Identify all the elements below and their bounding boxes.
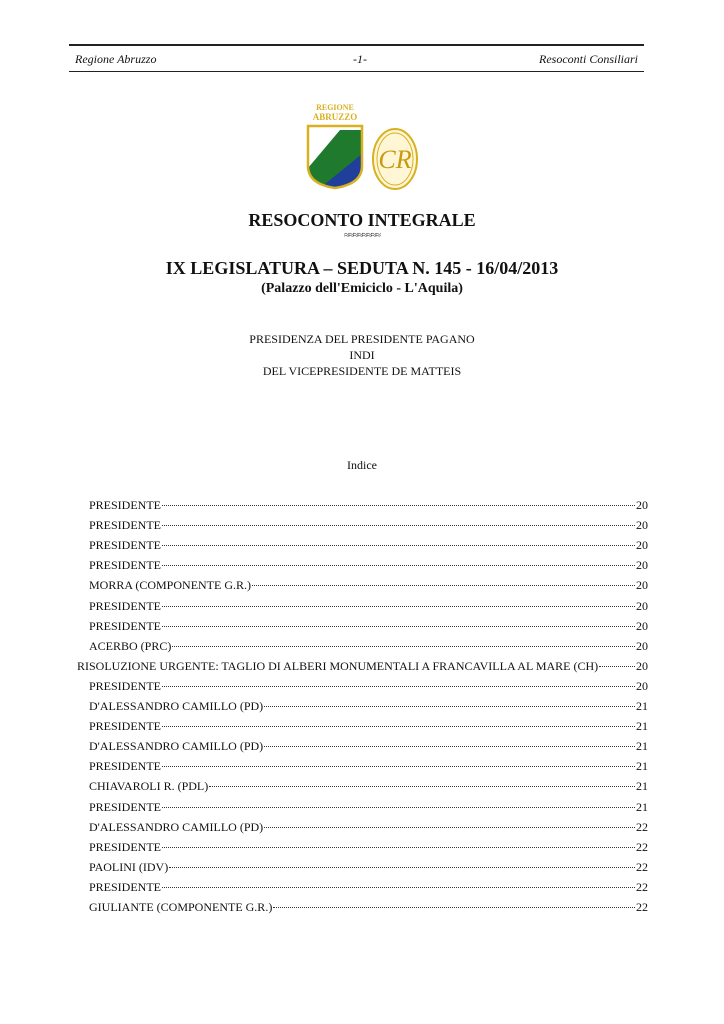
toc-entry[interactable] xyxy=(89,537,648,557)
toc-leader-dots xyxy=(162,726,635,727)
toc-entry-page: 20 xyxy=(636,558,648,573)
toc-entry[interactable] xyxy=(89,618,648,638)
title-ornament: ≈≈≈≈≈≈≈≈ xyxy=(344,230,380,241)
toc-entry-label: PRESIDENTE xyxy=(89,759,161,774)
toc-entry-label: D'ALESSANDRO CAMILLO (PD) xyxy=(89,739,264,754)
toc-entry-page: 20 xyxy=(636,638,648,653)
toc-entry[interactable] xyxy=(89,859,648,879)
toc-leader-dots xyxy=(252,585,635,586)
toc-entry[interactable] xyxy=(89,577,648,597)
toc-entry-label: PRESIDENTE xyxy=(89,538,161,553)
toc-entry-label: PRESIDENTE xyxy=(89,799,161,814)
toc-entry[interactable] xyxy=(89,778,648,798)
toc-entry[interactable] xyxy=(89,638,648,658)
toc-entry-page: 22 xyxy=(636,839,648,854)
toc-entry-page: 20 xyxy=(636,658,648,673)
toc-entry-page: 21 xyxy=(636,699,648,713)
toc-entry[interactable] xyxy=(89,738,648,758)
toc-entry-label: PRESIDENTE xyxy=(89,518,161,533)
toc-leader-dots xyxy=(599,666,635,667)
presidency-line-3: DEL VICEPRESIDENTE DE MATTEIS xyxy=(262,364,462,378)
toc-entry[interactable] xyxy=(89,899,648,919)
session-place: (Palazzo dell'Emiciclo - L'Aquila) xyxy=(261,281,463,296)
toc-entry-page: 21 xyxy=(636,759,648,774)
document-title: RESOCONTO INTEGRALE xyxy=(248,210,476,230)
toc-leader-dots xyxy=(162,565,635,566)
toc-entry[interactable] xyxy=(89,799,648,819)
toc-entry[interactable] xyxy=(89,718,648,738)
logo-text-line1: REGIONE xyxy=(316,103,354,112)
toc-entry[interactable] xyxy=(89,758,648,778)
toc-entry-page: 20 xyxy=(636,578,648,593)
toc-entry-page: 20 xyxy=(636,538,648,553)
logo-text-line2: ABRUZZO xyxy=(312,112,358,122)
toc-entry-label: GIULIANTE (COMPONENTE G.R.) xyxy=(89,900,273,914)
toc-entry-label: PRESIDENTE xyxy=(89,558,161,573)
header-right: Resoconti Consiliari xyxy=(539,52,638,66)
toc-entry-label: ACERBO (PRC) xyxy=(89,638,172,653)
toc-entry-label: D'ALESSANDRO CAMILLO (PD) xyxy=(89,699,264,713)
presidency-line-2: INDI xyxy=(349,348,375,362)
toc-leader-dots xyxy=(209,786,635,787)
toc-leader-dots xyxy=(162,505,635,506)
page-number: -1- xyxy=(353,52,367,66)
toc-leader-dots xyxy=(264,746,635,747)
toc-entry-page: 20 xyxy=(636,618,648,633)
toc-entry-page: 21 xyxy=(636,719,648,734)
toc-entry-page: 20 xyxy=(636,598,648,613)
toc-leader-dots xyxy=(162,626,635,627)
toc-entry-page: 20 xyxy=(636,518,648,533)
regione-abruzzo-logo xyxy=(300,96,370,192)
toc-entry-label: PRESIDENTE xyxy=(89,498,161,512)
toc-entry-label: PRESIDENTE xyxy=(89,598,161,613)
toc-entry-page: 21 xyxy=(636,739,648,754)
toc-entry[interactable] xyxy=(89,517,648,537)
toc-leader-dots xyxy=(169,867,635,868)
toc-entry-label: PRESIDENTE xyxy=(89,618,161,633)
toc-leader-dots xyxy=(162,606,635,607)
toc-entry-label: CHIAVAROLI R. (PDL) xyxy=(89,779,209,794)
toc-entry[interactable] xyxy=(89,598,648,618)
toc-entry-label: MORRA (COMPONENTE G.R.) xyxy=(89,578,252,593)
toc-leader-dots xyxy=(264,827,635,828)
header-rule-bottom xyxy=(69,71,644,72)
toc-entry-label: RISOLUZIONE URGENTE: TAGLIO DI ALBERI MONUMENTALI A FRANCAVILLA AL MARE (CH) xyxy=(77,658,599,673)
seal-monogram: CR xyxy=(378,145,412,174)
toc-leader-dots xyxy=(162,686,635,687)
toc-entry-page: 22 xyxy=(636,879,648,894)
toc-entry[interactable] xyxy=(89,879,648,899)
toc-entry-label: PRESIDENTE xyxy=(89,678,161,693)
toc-leader-dots xyxy=(162,766,635,767)
toc-leader-dots xyxy=(264,706,635,707)
toc-entry-label: PRESIDENTE xyxy=(89,839,161,854)
toc-leader-dots xyxy=(162,545,635,546)
toc-entry[interactable] xyxy=(89,839,648,859)
toc-entry-page: 22 xyxy=(636,859,648,874)
toc-entry-label: PAOLINI (IDV) xyxy=(89,859,169,874)
toc-entry-page: 22 xyxy=(636,819,648,834)
toc-entry-page: 21 xyxy=(636,799,648,814)
session-title: IX LEGISLATURA – SEDUTA N. 145 - 16/04/2013 xyxy=(165,258,559,278)
toc-entry-page: 22 xyxy=(636,900,648,914)
index-title: Indice xyxy=(347,458,377,472)
toc-entry-label: PRESIDENTE xyxy=(89,719,161,734)
toc-entry[interactable] xyxy=(89,698,648,718)
toc-leader-dots xyxy=(162,807,635,808)
toc-entry[interactable] xyxy=(89,557,648,577)
toc-entry[interactable] xyxy=(77,658,648,678)
toc-leader-dots xyxy=(172,646,635,647)
consiglio-regionale-seal xyxy=(370,126,420,192)
toc-entry-page: 20 xyxy=(636,498,648,512)
toc-entry[interactable] xyxy=(89,678,648,698)
header-rule-top xyxy=(69,44,644,46)
toc-entry-page: 21 xyxy=(636,779,648,794)
toc-leader-dots xyxy=(162,525,635,526)
header-left: Regione Abruzzo xyxy=(75,52,157,66)
toc-leader-dots xyxy=(273,907,635,908)
toc-entry-label: D'ALESSANDRO CAMILLO (PD) xyxy=(89,819,264,834)
toc-entry-label: PRESIDENTE xyxy=(89,879,161,894)
toc-leader-dots xyxy=(162,847,635,848)
toc-leader-dots xyxy=(162,887,635,888)
toc-entry[interactable] xyxy=(89,819,648,839)
presidency-line-1: PRESIDENZA DEL PRESIDENTE PAGANO xyxy=(249,332,475,346)
toc-entry-page: 20 xyxy=(636,678,648,693)
toc-entry[interactable] xyxy=(89,497,648,517)
